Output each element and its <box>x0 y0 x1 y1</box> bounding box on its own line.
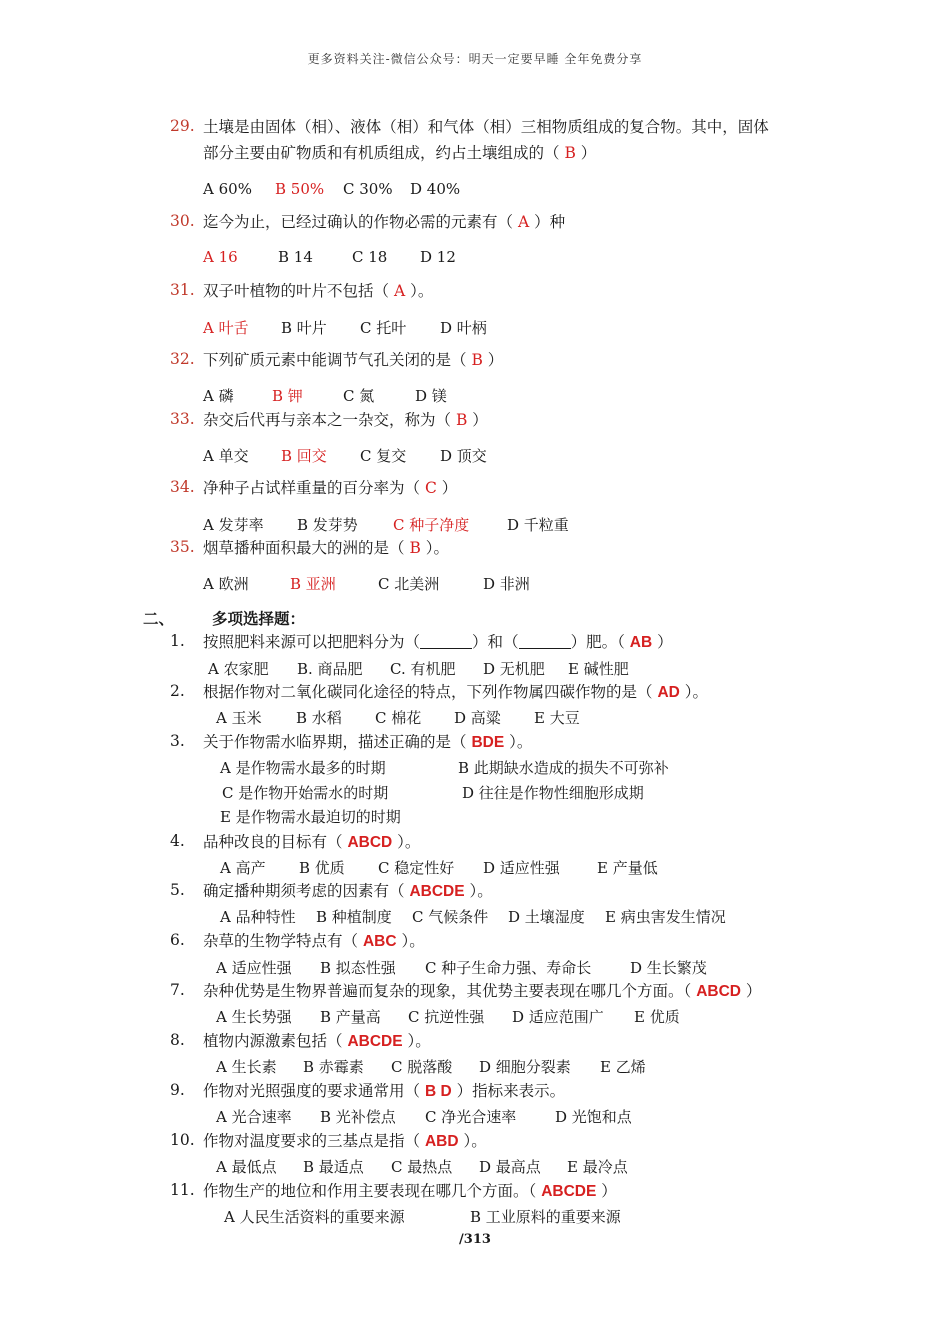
answer: B <box>409 539 421 557</box>
fill-blank <box>519 632 571 649</box>
option: B 此期缺水造成的损失不可弥补 <box>458 759 669 777</box>
question-text: 品种改良的目标有（ ABCD ）。 <box>203 833 421 851</box>
option: A 最低点 <box>216 1158 277 1176</box>
question-number: 33. <box>170 410 195 428</box>
question-number: 3. <box>170 732 185 750</box>
question-text: 按照肥料来源可以把肥料分为（ ）和（ ）肥。（ AB ） <box>203 633 673 651</box>
answer: AD <box>657 684 680 701</box>
option: A 光合速率 <box>216 1108 292 1126</box>
option: C. 有机肥 <box>390 660 456 678</box>
option: E 乙烯 <box>600 1058 646 1076</box>
option-correct: B 钾 <box>272 387 303 405</box>
answer: ABCDE <box>541 1183 597 1200</box>
option-correct: B 回交 <box>281 447 327 465</box>
question-number: 7. <box>170 981 185 999</box>
option: A 高产 <box>220 859 266 877</box>
option: B 14 <box>278 248 313 266</box>
option: A 生长势强 <box>216 1008 292 1026</box>
option: A 适应性强 <box>216 959 292 977</box>
option: E 碱性肥 <box>568 660 629 678</box>
question-number: 8. <box>170 1031 185 1049</box>
option: C 30% <box>343 180 393 198</box>
option: C 托叶 <box>360 319 407 337</box>
option-correct: C 种子净度 <box>393 516 470 534</box>
option: B 赤霉素 <box>303 1058 364 1076</box>
option: D 镁 <box>415 387 447 405</box>
question-text: 杂交后代再与亲本之一杂交，称为（ B ） <box>203 411 488 429</box>
answer: C <box>424 479 437 497</box>
option: A 玉米 <box>216 709 262 727</box>
option: D 叶柄 <box>440 319 487 337</box>
option: C 氮 <box>343 387 375 405</box>
option: D 光饱和点 <box>555 1108 632 1126</box>
option: A 品种特性 <box>220 908 296 926</box>
option: E 最冷点 <box>567 1158 628 1176</box>
answer: ABCDE <box>409 883 465 900</box>
option: C 气候条件 <box>412 908 489 926</box>
option: D 适应性强 <box>483 859 560 877</box>
option: D 生长繁茂 <box>630 959 707 977</box>
option: C 棉花 <box>375 709 422 727</box>
option: B 光补偿点 <box>320 1108 396 1126</box>
option: C 抗逆性强 <box>408 1008 485 1026</box>
option: E 优质 <box>634 1008 680 1026</box>
option: B. 商品肥 <box>297 660 363 678</box>
option: E 是作物需水最迫切的时期 <box>220 808 401 826</box>
option: C 是作物开始需水的时期 <box>222 784 389 802</box>
question-text: 植物内源激素包括（ ABCDE ）。 <box>203 1032 431 1050</box>
question-number: 35. <box>170 538 195 556</box>
question-number: 10. <box>170 1131 195 1149</box>
question-text: 作物对温度要求的三基点是指（ ABD ）。 <box>203 1132 487 1150</box>
question-number: 30. <box>170 212 195 230</box>
answer: AB <box>629 634 653 651</box>
option: A 生长素 <box>216 1058 277 1076</box>
option: D 无机肥 <box>483 660 545 678</box>
question-text: 根据作物对二氧化碳同化途径的特点，下列作物属四碳作物的是（ AD ）。 <box>203 683 709 701</box>
question-text: 杂草的生物学特点有（ ABC ）。 <box>203 932 425 950</box>
question-text: 双子叶植物的叶片不包括（ A ）。 <box>203 282 434 300</box>
option: C 种子生命力强、寿命长 <box>425 959 592 977</box>
option-correct: A 16 <box>203 248 238 266</box>
option: B 最适点 <box>303 1158 364 1176</box>
option: B 工业原料的重要来源 <box>470 1208 621 1226</box>
section-number: 二、 <box>143 609 175 628</box>
option: D 土壤湿度 <box>508 908 585 926</box>
section-title: 多项选择题： <box>212 609 306 628</box>
option-correct: A 叶舌 <box>203 319 249 337</box>
question-text: 关于作物需水临界期，描述正确的是（ BDE ）。 <box>203 733 533 751</box>
option: C 最热点 <box>391 1158 453 1176</box>
answer: B <box>564 144 576 162</box>
option: B 水稻 <box>296 709 342 727</box>
option: B 产量高 <box>320 1008 381 1026</box>
option: B 叶片 <box>281 319 327 337</box>
question-number: 6. <box>170 931 185 949</box>
option: D 细胞分裂素 <box>479 1058 571 1076</box>
option: A 欧洲 <box>203 575 249 593</box>
option: B 种植制度 <box>316 908 392 926</box>
option: D 适应范围广 <box>512 1008 604 1026</box>
question-number: 9. <box>170 1081 185 1099</box>
option: C 复交 <box>360 447 407 465</box>
answer: BDE <box>471 734 505 751</box>
option-correct: B 50% <box>275 180 325 198</box>
option: C 北美洲 <box>378 575 440 593</box>
option-correct: B 亚洲 <box>290 575 336 593</box>
option: C 18 <box>352 248 388 266</box>
fill-blank <box>420 632 472 649</box>
answer: ABCDE <box>347 1033 403 1050</box>
question-text: 杂种优势是生物界普遍而复杂的现象，其优势主要表现在哪几个方面。（ ABCD ） <box>203 982 762 1000</box>
question-text: 迄今为止，已经过确认的作物必需的元素有（ A ）种 <box>203 213 566 231</box>
answer: ABC <box>362 933 397 950</box>
question-text: 作物生产的地位和作用主要表现在哪几个方面。（ ABCDE ） <box>203 1182 617 1200</box>
answer: A <box>393 282 406 300</box>
option: A 发芽率 <box>203 516 264 534</box>
option: D 高粱 <box>454 709 501 727</box>
page-number: /313 <box>459 1232 491 1247</box>
option: E 产量低 <box>597 859 658 877</box>
answer: ABCD <box>347 834 393 851</box>
question-number: 31. <box>170 281 195 299</box>
option: E 大豆 <box>534 709 580 727</box>
question-text: 下列矿质元素中能调节气孔关闭的是（ B ） <box>203 351 504 369</box>
answer: A <box>517 213 530 231</box>
question-number: 29. <box>170 117 195 135</box>
question-number: 32. <box>170 350 195 368</box>
answer: B <box>471 351 483 369</box>
question-number: 5. <box>170 881 185 899</box>
option: A 人民生活资料的重要来源 <box>224 1208 405 1226</box>
option: C 稳定性好 <box>378 859 455 877</box>
option: D 非洲 <box>483 575 530 593</box>
option: B 发芽势 <box>297 516 358 534</box>
option: A 农家肥 <box>208 660 269 678</box>
answer: B <box>455 411 468 429</box>
question-text: 烟草播种面积最大的洲的是（ B ）。 <box>203 539 450 557</box>
answer: B D <box>424 1083 452 1100</box>
page-header: 更多资料关注-微信公众号：明天一定要早睡 全年免费分享 <box>307 52 643 66</box>
option: D 千粒重 <box>507 516 569 534</box>
question-number: 2. <box>170 682 185 700</box>
option: A 是作物需水最多的时期 <box>220 759 386 777</box>
question-text: 土壤是由固体（相）、液体（相）和气体（相）三相物质组成的复合物。其中，固体 <box>203 118 769 136</box>
option: D 40% <box>410 180 461 198</box>
option: B 拟态性强 <box>320 959 396 977</box>
option: D 往往是作物性细胞形成期 <box>462 784 644 802</box>
option: A 磷 <box>203 387 234 405</box>
option: C 净光合速率 <box>425 1108 517 1126</box>
question-number: 1. <box>170 632 185 650</box>
question-text: 确定播种期须考虑的因素有（ ABCDE ）。 <box>203 882 493 900</box>
option: A 60% <box>203 180 252 198</box>
question-number: 11. <box>170 1181 195 1199</box>
option: B 优质 <box>299 859 345 877</box>
question-text: 净种子占试样重量的百分率为（ C ） <box>203 479 458 497</box>
option: C 脱落酸 <box>391 1058 453 1076</box>
option: D 顶交 <box>440 447 487 465</box>
option: D 最高点 <box>479 1158 541 1176</box>
question-number: 34. <box>170 478 195 496</box>
answer: ABCD <box>696 983 741 1000</box>
option: D 12 <box>420 248 456 266</box>
option: E 病虫害发生情况 <box>605 908 726 926</box>
question-text-line2: 部分主要由矿物质和有机质组成，约占土壤组成的（ B ） <box>203 144 597 162</box>
question-text: 作物对光照强度的要求通常用（ B D ）指标来表示。 <box>203 1082 566 1100</box>
option: A 单交 <box>203 447 249 465</box>
question-number: 4. <box>170 832 185 850</box>
answer: ABD <box>424 1133 459 1150</box>
